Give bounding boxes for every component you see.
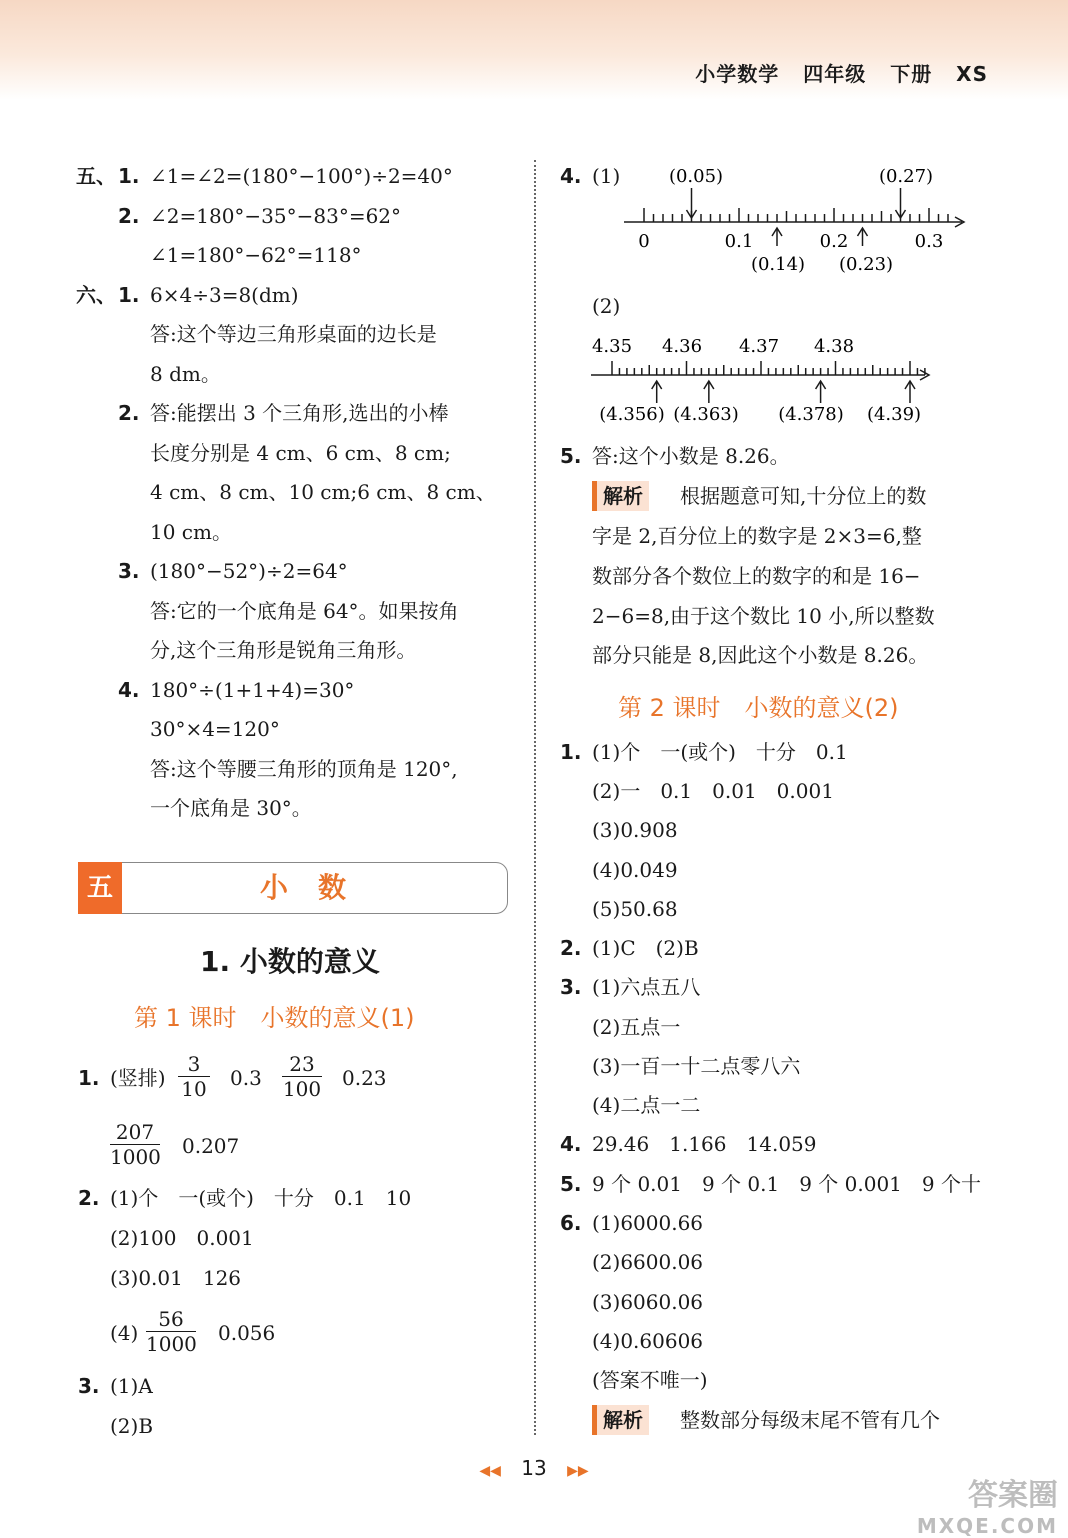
tick-label: 4.38 bbox=[813, 336, 855, 357]
tick-label: 0 bbox=[638, 231, 650, 252]
prev-arrows-icon: ◀◀ bbox=[479, 1463, 501, 1479]
lesson-2-title: 第 2 课时 小数的意义(2) bbox=[618, 694, 899, 722]
answer-line: ∠1=180°−62°=118° bbox=[150, 243, 362, 267]
answer-line: (1)六点五八 bbox=[592, 975, 701, 999]
answer-line: (4)二点一二 bbox=[592, 1093, 701, 1117]
answer-line: (答案不唯一) bbox=[592, 1368, 708, 1392]
q-number: 1. bbox=[78, 1066, 100, 1090]
analysis-line: 整数部分每级末尾不管有几个 bbox=[680, 1408, 940, 1432]
arrow-label: (0.23) bbox=[838, 254, 894, 275]
part-label: (1) bbox=[592, 164, 621, 188]
answer-line: (5)50.68 bbox=[592, 897, 678, 921]
column-divider bbox=[534, 160, 536, 1435]
answer-line: 分,这个三角形是锐角三角形。 bbox=[150, 638, 417, 662]
answer-line: 180°÷(1+1+4)=30° bbox=[150, 678, 355, 702]
tick-label: 4.35 bbox=[591, 336, 633, 357]
tick-label: 0.3 bbox=[914, 231, 944, 252]
q-number: 2. bbox=[560, 936, 582, 960]
analysis-tag: 解析 bbox=[592, 1405, 649, 1435]
answer-line: (4)0.60606 bbox=[592, 1329, 704, 1353]
fraction bbox=[146, 1307, 196, 1356]
answer-line: (1)A bbox=[110, 1374, 153, 1398]
part-label: (2) bbox=[592, 294, 621, 318]
answer-line: (4)0.049 bbox=[592, 858, 678, 882]
q-number: 5. bbox=[560, 1172, 582, 1196]
answer-line: (2)B bbox=[110, 1414, 154, 1438]
answer-line: ∠2=180°−35°−83°=62° bbox=[150, 204, 402, 228]
analysis-tag: 解析 bbox=[592, 481, 649, 511]
answer-line: 一个底角是 30°。 bbox=[150, 796, 312, 820]
section-5-label: 五、 bbox=[76, 164, 116, 188]
denominator: 10 bbox=[178, 1076, 210, 1101]
answer-line: (竖排) bbox=[110, 1066, 166, 1090]
answer-line: 29.46 1.166 14.059 bbox=[592, 1132, 817, 1156]
subject: 小学数学 bbox=[695, 62, 780, 86]
q-number: 4. bbox=[560, 1132, 582, 1156]
arrow-label: (4.356) bbox=[599, 404, 665, 425]
answer-line: 4 cm、8 cm、10 cm;6 cm、8 cm、 bbox=[150, 480, 496, 504]
q-number: 4. bbox=[560, 164, 582, 188]
arrow-label: (0.27) bbox=[878, 166, 934, 187]
q-number: 1. bbox=[560, 740, 582, 764]
q-number: 1. bbox=[118, 283, 140, 307]
fraction bbox=[178, 1052, 210, 1101]
answer-line: (1)C (2)B bbox=[592, 936, 699, 960]
denominator: 100 bbox=[282, 1077, 322, 1101]
answer-line: (1)个 一(或个) 十分 0.1 bbox=[592, 740, 848, 764]
answer-line: (1)个 一(或个) 十分 0.1 10 bbox=[110, 1186, 412, 1210]
answer-line: 6×4÷3=8(dm) bbox=[150, 283, 299, 307]
analysis-line: 根据题意可知,十分位上的数 bbox=[680, 484, 927, 508]
edition: XS bbox=[956, 62, 988, 86]
denominator: 1000 bbox=[110, 1145, 161, 1169]
unit-number: 五 bbox=[78, 862, 122, 914]
q-number: 1. bbox=[118, 164, 140, 188]
arrow-label: (4.378) bbox=[778, 404, 844, 425]
answer-line: (3)0.01 126 bbox=[110, 1266, 242, 1290]
page-footer bbox=[0, 1456, 1068, 1480]
answer-line: 8 dm。 bbox=[150, 362, 221, 386]
answer-line: 30°×4=120° bbox=[150, 717, 280, 741]
analysis-line: 数部分各个数位上的数字的和是 16− bbox=[592, 564, 921, 588]
tick-label: 0.2 bbox=[819, 231, 849, 252]
q-number: 2. bbox=[118, 401, 140, 425]
grade: 四年级 bbox=[803, 62, 867, 86]
answer-value: 0.056 bbox=[218, 1321, 276, 1345]
q-number: 3. bbox=[560, 975, 582, 999]
analysis-line: 字是 2,百分位上的数字是 2×3=6,整 bbox=[592, 524, 922, 548]
answer-line: (3)6060.06 bbox=[592, 1290, 704, 1314]
answer-line: (4) bbox=[110, 1321, 139, 1345]
arrow-label: (4.363) bbox=[673, 404, 739, 425]
answer-value: 0.3 bbox=[230, 1066, 262, 1090]
answer-line: (2)6600.06 bbox=[592, 1250, 704, 1274]
answer-line: 答:这个等边三角形桌面的边长是 bbox=[150, 322, 437, 346]
answer-line: 答:这个等腰三角形的顶角是 120°, bbox=[150, 757, 458, 781]
numerator: 23 bbox=[289, 1052, 315, 1076]
section-title: 1. 小数的意义 bbox=[200, 945, 380, 978]
book-info bbox=[679, 58, 988, 87]
answer-line: (2)一 0.1 0.01 0.001 bbox=[592, 779, 834, 803]
fraction bbox=[282, 1052, 322, 1101]
answer-line: (3)一百一十二点零八六 bbox=[592, 1054, 801, 1078]
answer-line: 10 cm。 bbox=[150, 520, 232, 544]
lesson-1-title: 第 1 课时 小数的意义(1) bbox=[134, 1004, 415, 1032]
number-line-1 bbox=[600, 160, 980, 280]
q-number: 2. bbox=[118, 204, 140, 228]
answer-line: (2)100 0.001 bbox=[110, 1226, 254, 1250]
volume: 下册 bbox=[890, 62, 933, 86]
answer-line: 答:这个小数是 8.26。 bbox=[592, 444, 790, 468]
answer-value: 0.207 bbox=[182, 1134, 240, 1158]
tick-label: 4.37 bbox=[738, 336, 780, 357]
arrow-label: (4.39) bbox=[866, 404, 922, 425]
analysis-line: 部分只能是 8,因此这个小数是 8.26。 bbox=[592, 643, 929, 667]
answer-line: 9 个 0.01 9 个 0.1 9 个 0.001 9 个十 bbox=[592, 1172, 981, 1196]
watermark-cn: 答案圈 bbox=[968, 1478, 1058, 1513]
page-number: 13 bbox=[521, 1456, 547, 1480]
q-number: 5. bbox=[560, 444, 582, 468]
q-number: 3. bbox=[118, 559, 140, 583]
analysis-line: 2−6=8,由于这个数比 10 小,所以整数 bbox=[592, 604, 935, 628]
arrow-label: (0.14) bbox=[750, 254, 806, 275]
section-6-label: 六、 bbox=[76, 283, 116, 307]
fraction bbox=[110, 1120, 160, 1169]
answer-line: (2)五点一 bbox=[592, 1015, 681, 1039]
answer-line: 答:能摆出 3 个三角形,选出的小棒 bbox=[150, 401, 449, 425]
answer-line: ∠1=∠2=(180°−100°)÷2=40° bbox=[150, 164, 453, 188]
tick-label: 4.36 bbox=[661, 336, 703, 357]
q-number: 4. bbox=[118, 678, 140, 702]
denominator: 1000 bbox=[146, 1332, 197, 1356]
arrow-label: (0.05) bbox=[668, 166, 724, 187]
answer-value: 0.23 bbox=[342, 1066, 387, 1090]
numerator: 207 bbox=[115, 1120, 155, 1144]
tick-label: 0.1 bbox=[724, 231, 754, 252]
answer-line: (180°−52°)÷2=64° bbox=[150, 559, 348, 583]
unit-title: 小数 bbox=[259, 871, 376, 904]
answer-line: (1)6000.66 bbox=[592, 1211, 704, 1235]
answer-line: 长度分别是 4 cm、6 cm、8 cm; bbox=[150, 441, 451, 465]
q-number: 2. bbox=[78, 1186, 100, 1210]
next-arrows-icon: ▶▶ bbox=[567, 1463, 589, 1479]
answer-line: 答:它的一个底角是 64°。如果按角 bbox=[150, 599, 459, 623]
numerator: 3 bbox=[187, 1052, 201, 1076]
q-number: 6. bbox=[560, 1211, 582, 1235]
number-line-2 bbox=[585, 328, 945, 428]
numerator: 56 bbox=[158, 1307, 184, 1331]
watermark-url: MXQE.COM bbox=[916, 1514, 1058, 1538]
answer-line: (3)0.908 bbox=[592, 818, 678, 842]
watermark bbox=[917, 1470, 1058, 1538]
q-number: 3. bbox=[78, 1374, 100, 1398]
